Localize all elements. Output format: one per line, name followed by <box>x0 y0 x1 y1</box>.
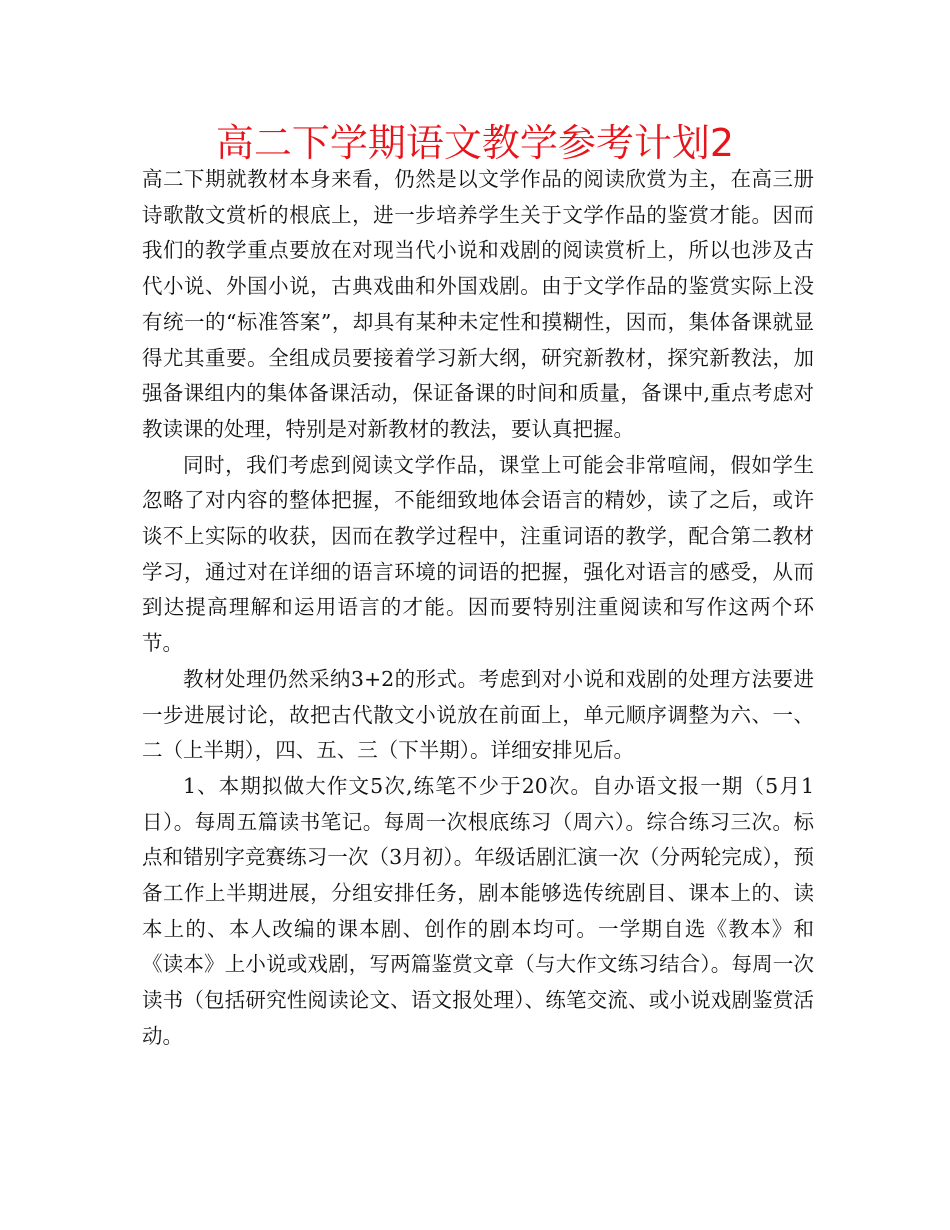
paragraph-1: 高二下期就教材本身来看，仍然是以文学作品的阅读欣赏为主，在高三册诗歌散文赏析的根底上，进一步培养学生关于文学作品的鉴赏才能。因而我们的教学重点要放在对现当代小说和戏剧的阅读赏析上，所以也涉及古代小说、外国小说，古典戏曲和外国戏剧。由于文学作品的鉴赏实际上没有统一的“标准答案”，却具有某种未定性和摸糊性，因而，集体备课就显得尤其重要。全组成员要接着学习新大纲，研究新教材，探究新教法，加强备课组内的集体备课活动，保证备课的时间和质量，备课中,重点考虑对教读课的处理，特别是对新教材的教法，要认真把握。 <box>142 167 814 441</box>
document-title: 高二下学期语文教学参考计划2 <box>215 121 735 165</box>
paragraph-3: 教材处理仍然采纳3+2的形式。考虑到对小说和戏剧的处理方法要进一步进展讨论，故把古代散文小说放在前面上，单元顺序调整为六、一、二（上半期），四、五、三（下半期）。详细安排见后。 <box>142 666 814 763</box>
paragraph-4: 1、本期拟做大作文5次,练笔不少于20次。自办语文报一期（5月1日）。每周五篇读书笔记。每周一次根底练习（周六）。综合练习三次。标点和错别字竞赛练习一次（3月初）。年级话剧汇演一次（分两轮完成），预备工作上半期进展，分组安排任务，剧本能够选传统剧目、课本上的、读本上的、本人改编的课本剧、创作的剧本均可。一学期自选《教本》和《读本》上小说或戏剧，写两篇鉴赏文章（与大作文练习结合）。每周一次读书（包括研究性阅读论文、语文报处理）、练笔交流、或小说戏剧鉴赏活动。 <box>142 773 814 1048</box>
paragraph-2: 同时，我们考虑到阅读文学作品，课堂上可能会非常喧闹，假如学生忽略了对内容的整体把握，不能细致地体会语言的精妙，读了之后，或许谈不上实际的收获，因而在教学过程中，注重词语的教学，配合第二教材学习，通过对在详细的语言环境的词语的把握，强化对语言的感受，从而到达提高理解和运用语言的才能。因而要特别注重阅读和写作这两个环节。 <box>142 452 814 656</box>
document-body <box>142 162 814 1055</box>
